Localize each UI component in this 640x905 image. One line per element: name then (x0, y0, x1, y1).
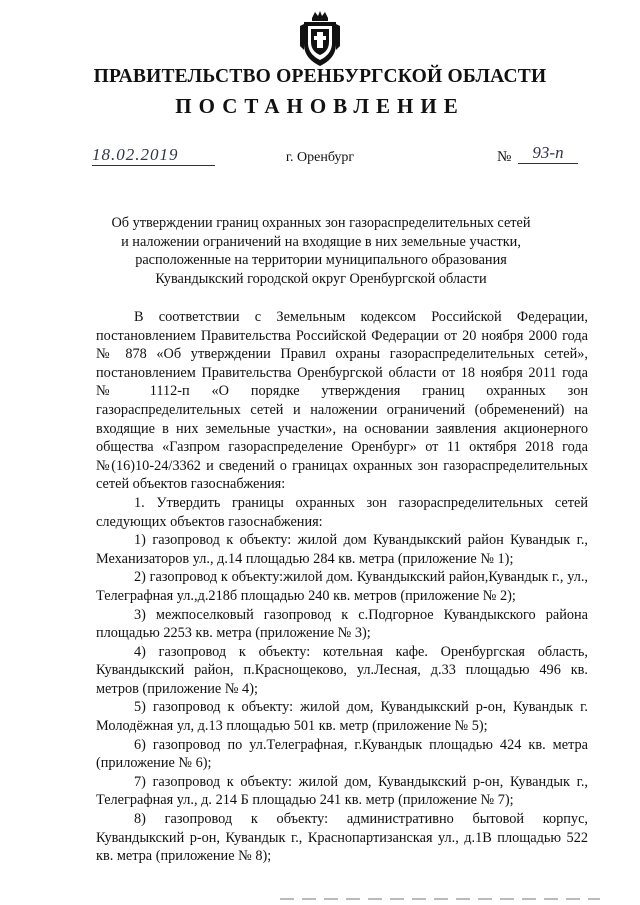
list-item: 4) газопровод к объекту: котельная кафе. Оренбургская область, Кувандыкский район, п.Краснощеково, ул.Лесная, д.33 площадью 496 кв. метров (приложение № 4); (96, 643, 588, 697)
subject-line: Кувандыкский городской округ Оренбургской области (155, 270, 487, 287)
list-item: 2) газопровод к объекту:жилой дом. Кувандыкский район,Кувандык г., ул., Телеграфная ул.,д.218б площадью 240 кв. метров (приложение № 2); (96, 569, 588, 604)
number-sign: № (497, 149, 512, 165)
document-subject (90, 214, 552, 288)
page-footer-fragment (280, 898, 600, 900)
document-city: г. Оренбург (285, 150, 355, 165)
list-item: 6) газопровод по ул.Телеграфная, г.Кувандык площадью 424 кв. метра (приложение № 6); (96, 736, 588, 772)
clause-paragraph: 1. Утвердить границы охранных зон газораспределительных сетей следующих объектов газоснабжения: (96, 494, 588, 530)
document-type: ПОСТАНОВЛЕНИЕ (175, 94, 465, 118)
list-item: 7) газопровод к объекту: жилой дом, Кувандыкский р-он, Кувандык г., Телеграфная ул., д. 214 Б площадью 241 кв. метр (приложение № 7); (96, 773, 588, 809)
document-number: 93-п (518, 143, 578, 164)
list-item: 5) газопровод к объекту: жилой дом, Кувандыкский р-он, Кувандык г. Молодёжная ул, д.13 площадью 501 кв. метр (приложение № 5); (96, 699, 588, 735)
list-item: 1) газопровод к объекту: жилой дом Кувандыкский район Кувандык г., Механизаторов ул., д.14 площадью 284 кв. метра (приложение № 1); (96, 532, 588, 567)
subject-line: Об утверждении границ охранных зон газораспределительных сетей (111, 215, 531, 231)
document-body (96, 308, 588, 866)
preamble-paragraph: В соответствии с Земельным кодексом Российской Федерации, постановлением Правительства Российской Федерации от 20 ноября 2000 года № 878 «Об утверждении Правил охраны газораспределительных сетей», постановлением Правительства Оренбургской области от 18 ноября 2011 года № 1112-п «О порядке утверждения границ охранных зон газораспределительных сетей и наложении ограничений (обременений) на входящие в них земельные участки», на основании заявления акционерного общества «Газпром газораспределение Оренбург» от 11 октября 2018 года №(16)10-24/3362 и сведений о границах охранных зон газораспределительных сетей объектов газоснабжения: (96, 309, 588, 493)
government-title: ПРАВИТЕЛЬСТВО ОРЕНБУРГСКОЙ ОБЛАСТИ (93, 66, 547, 87)
coat-of-arms-emblem (298, 10, 342, 68)
subject-line: расположенные на территории муниципального образования (135, 252, 507, 269)
list-item: 3) межпоселковый газопровод к с.Подгорное Кувандыкского района площадью 2253 кв. метра (приложение № 3); (96, 606, 588, 642)
document-date: 18.02.2019 (92, 145, 215, 166)
subject-line: и наложении ограничений на входящие в них земельные участки, (121, 233, 521, 250)
list-item: 8) газопровод к объекту: административно бытовой корпус, Кувандыкский р-он, Кувандык г., Краснопартизанская ул., д.1В площадью 522 кв. метра (приложение № 8); (96, 811, 588, 865)
